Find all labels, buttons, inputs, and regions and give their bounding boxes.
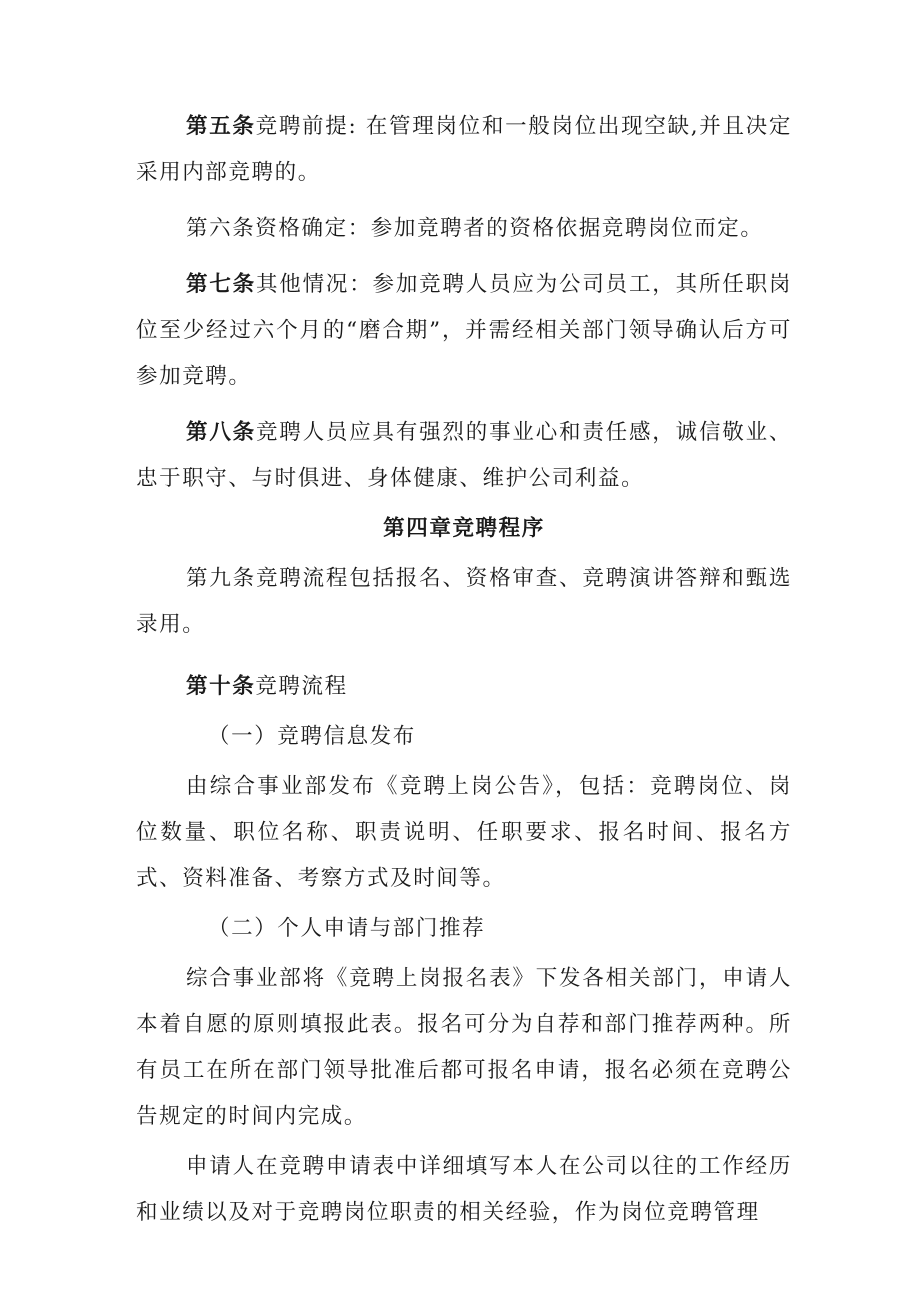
article-8-label: 第八条 xyxy=(186,420,256,445)
section-1-text: 由综合事业部发布《竞聘上岗公告》，包括：竞聘岗位、岗位数量、职位名称、职责说明、任职要求、报名时间、报名方式、资料准备、考察方式及时间等。 xyxy=(136,774,792,891)
article-7 xyxy=(136,262,792,400)
article-9: 第九条竞聘流程包括报名、资格审查、竞聘演讲答辩和甄选录用。 xyxy=(136,566,792,637)
article-7-label: 第七条 xyxy=(186,272,256,297)
article-6: 第六条资格确定：参加竞聘者的资格依据竞聘岗位而定。 xyxy=(186,216,764,241)
section-2-heading: （二）个人申请与部门推荐 xyxy=(208,916,486,941)
section-1-heading: （一）竞聘信息发布 xyxy=(208,724,416,749)
article-8-text: 竞聘人员应具有强烈的事业心和责任感，诚信敬业、忠于职守、与时俱进、身体健康、维护公司利益。 xyxy=(136,420,792,491)
article-7-text: 其他情况：参加竞聘人员应为公司员工，其所任职岗位至少经过六个月的“磨合期”，并需经相关部门领导确认后方可参加竞聘。 xyxy=(136,272,792,389)
article-10 xyxy=(136,664,792,710)
section-2-text-2: 申请人在竞聘申请表中详细填写本人在公司以往的工作经历和业绩以及对于竞聘岗位职责的相关经验，作为岗位竞聘管理 xyxy=(136,1154,792,1225)
article-10-label: 第十条 xyxy=(186,674,256,699)
article-10-text: 竞聘流程 xyxy=(255,674,348,699)
article-5 xyxy=(136,104,792,196)
article-5-label: 第五条 xyxy=(186,114,256,139)
article-8 xyxy=(136,410,792,502)
article-5-text: 竞聘前提: 在管理岗位和一般岗位出现空缺,并且决定采用内部竞聘的。 xyxy=(136,114,792,185)
section-2-text: 综合事业部将《竞聘上岗报名表》下发各相关部门，申请人本着自愿的原则填报此表。报名可分为自荐和部门推荐两种。所有员工在所在部门领导批准后都可报名申请，报名必须在竞聘公告规定的时间内完成。 xyxy=(136,966,792,1129)
chapter-4-heading: 第四章竞聘程序 xyxy=(383,516,545,541)
document-page xyxy=(136,104,792,1236)
